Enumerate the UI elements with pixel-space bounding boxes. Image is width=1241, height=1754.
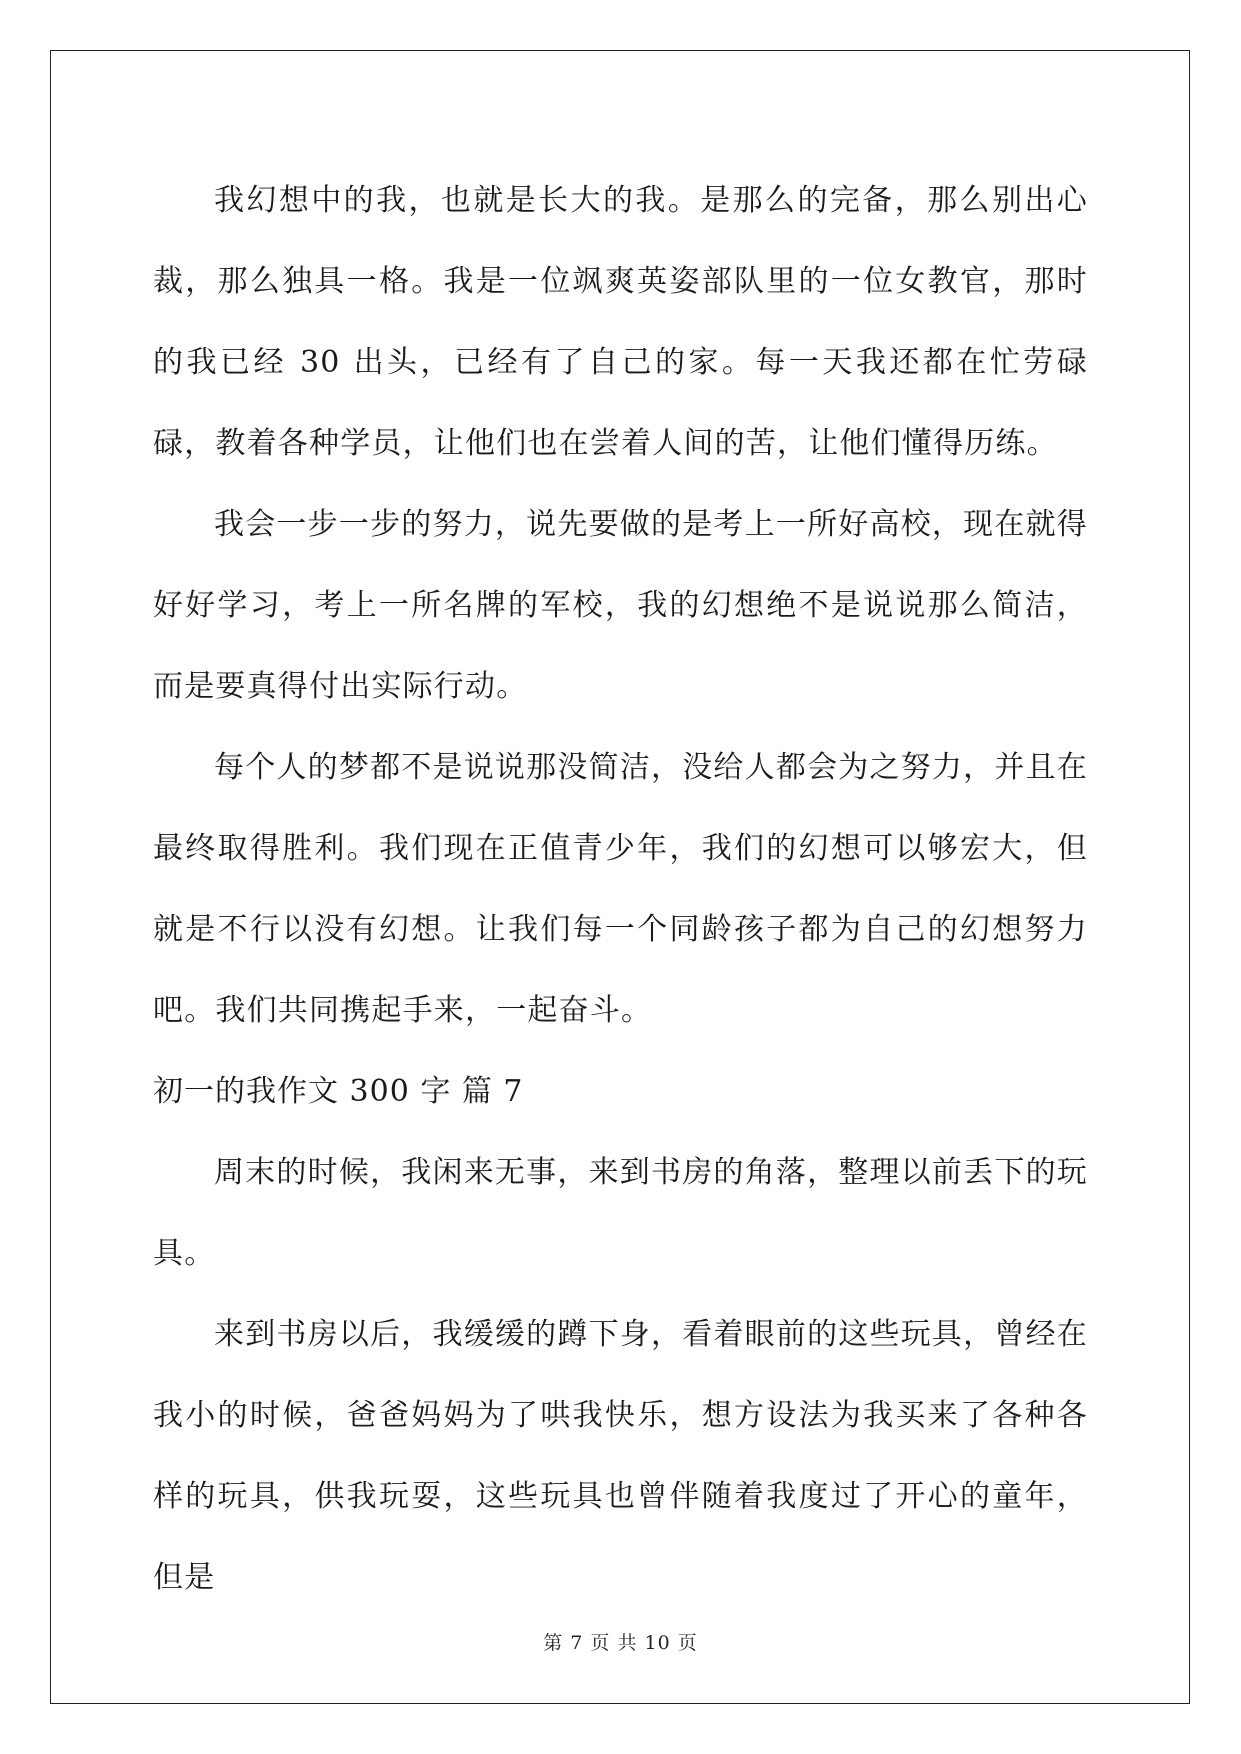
paragraph: 来到书房以后，我缓缓的蹲下身，看着眼前的这些玩具，曾经在我小的时候，爸爸妈妈为了哄我快乐，想方设法为我买来了各种各样的玩具，供我玩耍，这些玩具也曾伴随着我度过了开心的童年，但是 <box>153 1317 1088 1595</box>
paragraph: 我幻想中的我，也就是长大的我。是那么的完备，那么别出心裁，那么独具一格。我是一位飒爽英姿部队里的一位女教官，那时的我已经 30 出头，已经有了自己的家。每一天我还都在忙劳碌碌，教着各种学员，让他们也在尝着人间的苦，让他们懂得历练。 <box>153 183 1088 461</box>
document-body <box>153 160 1088 1618</box>
section-heading: 初一的我作文 300 字 篇 7 <box>153 1074 524 1109</box>
paragraph: 我会一步一步的努力，说先要做的是考上一所好高校，现在就得好好学习，考上一所名牌的军校，我的幻想绝不是说说那么简洁，而是要真得付出实际行动。 <box>153 507 1088 704</box>
paragraph: 周末的时候，我闲来无事，来到书房的角落，整理以前丢下的玩具。 <box>153 1155 1088 1271</box>
paragraph: 每个人的梦都不是说说那没简洁，没给人都会为之努力，并且在最终取得胜利。我们现在正值青少年，我们的幻想可以够宏大，但就是不行以没有幻想。让我们每一个同龄孩子都为自己的幻想努力吧。我们共同携起手来，一起奋斗。 <box>153 750 1088 1028</box>
page-number-footer: 第 7 页 共 10 页 <box>543 1632 698 1654</box>
